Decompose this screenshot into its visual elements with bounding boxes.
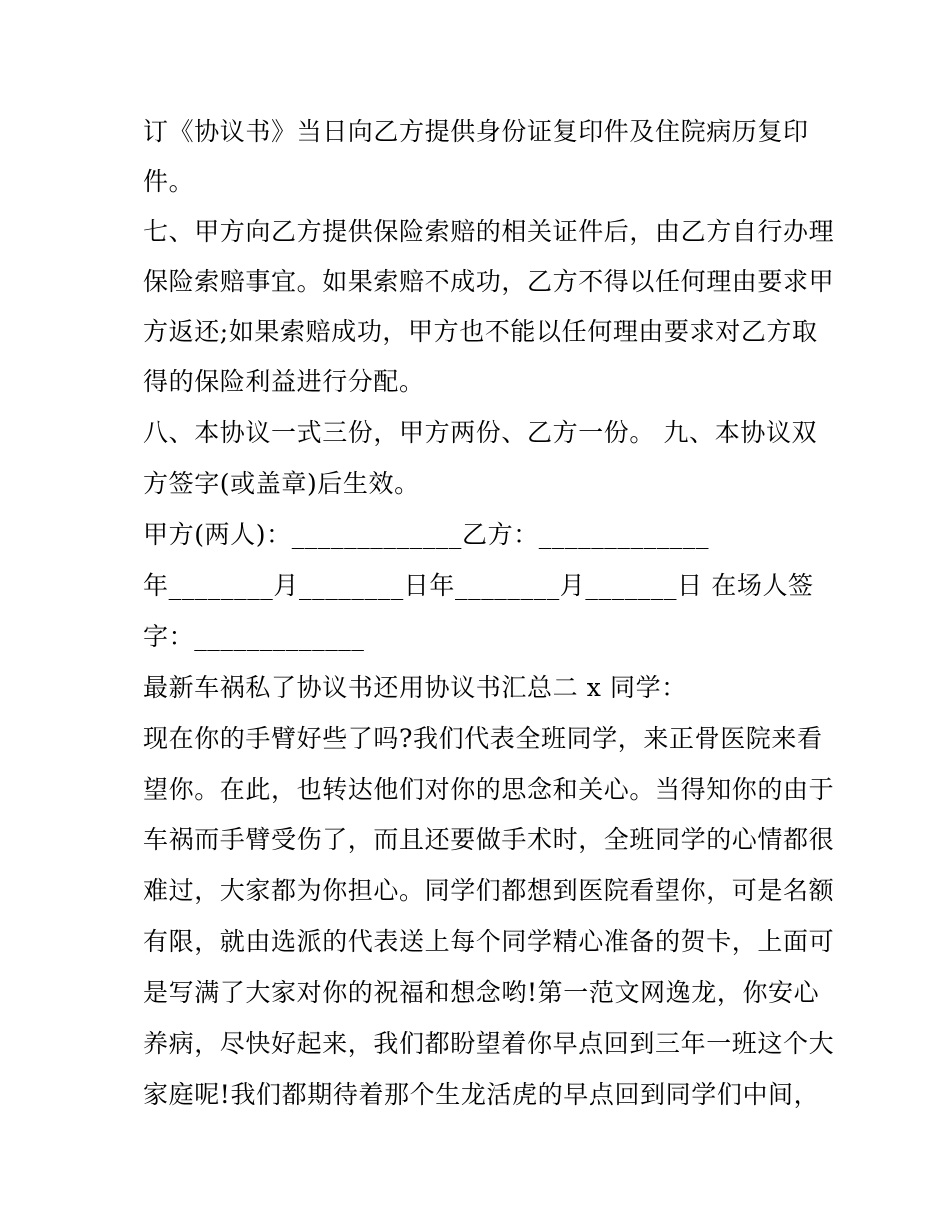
- text-line: 是写满了大家对你的祝福和想念哟!第一范文网逸龙，你安心: [143, 978, 820, 1007]
- text-line: 订《协议书》当日向乙方提供身份证复印件及住院病历复印: [143, 117, 809, 146]
- signature-line: 甲方(两人)：_____________乙方：_____________: [143, 520, 710, 549]
- text-line: 难过，大家都为你担心。同学们都想到医院看望你，可是名额: [143, 876, 835, 905]
- text-line: 七、甲方向乙方提供保险索赔的相关证件后，由乙方自行办理: [143, 217, 835, 246]
- text-line: 件。: [143, 167, 195, 196]
- text-line: 得的保险利益进行分配。: [143, 367, 425, 396]
- text-line: 现在你的手臂好些了吗?我们代表全班同学，来正骨医院来看: [143, 724, 823, 753]
- section-heading: 最新车祸私了协议书还用协议书汇总二 x 同学：: [143, 673, 687, 702]
- text-line: 养病，尽快好起来，我们都盼望着你早点回到三年一班这个大: [143, 1029, 835, 1058]
- date-line: 年________月________日年________月_______日 在场人签: [143, 571, 814, 600]
- text-line: 家庭呢!我们都期待着那个生龙活虎的早点回到同学们中间，: [143, 1080, 820, 1109]
- text-line: 有限，就由选派的代表送上每个同学精心准备的贺卡，上面可: [143, 927, 835, 956]
- text-line: 望你。在此，也转达他们对你的思念和关心。当得知你的由于: [143, 775, 835, 804]
- text-line: 保险索赔事宜。如果索赔不成功，乙方不得以任何理由要求甲: [143, 267, 835, 296]
- text-line: 八、本协议一式三份，甲方两份、乙方一份。 九、本协议双: [143, 418, 818, 447]
- text-line: 方签字(或盖章)后生效。: [143, 469, 420, 498]
- text-line: 车祸而手臂受伤了，而且还要做手术时，全班同学的心情都很: [143, 825, 835, 854]
- text-line: 方返还;如果索赔成功，甲方也不能以任何理由要求对乙方取: [143, 317, 818, 346]
- witness-signature-line: 字：_____________: [143, 622, 365, 651]
